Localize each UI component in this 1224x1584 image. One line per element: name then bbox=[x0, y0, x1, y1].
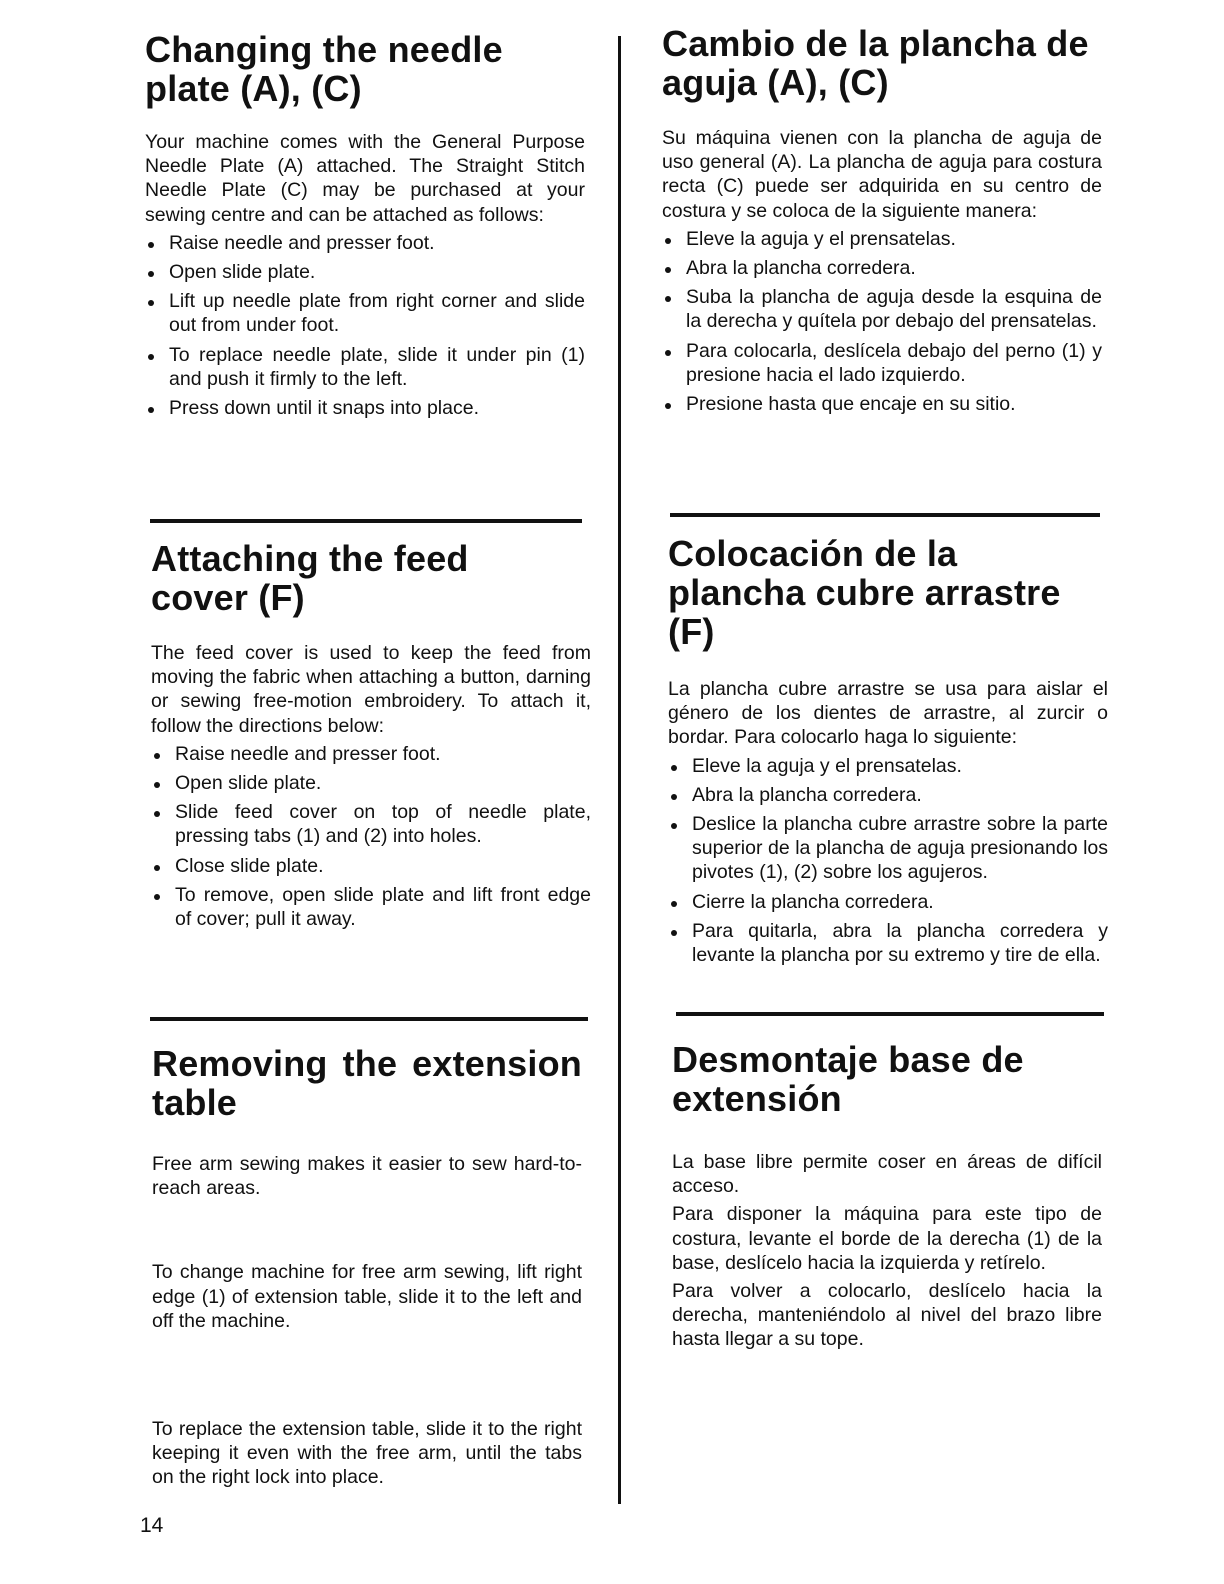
list-item: Eleve la aguja y el prensatelas. bbox=[668, 754, 1108, 778]
section-needle-plate-en bbox=[145, 30, 585, 425]
section-rule bbox=[150, 519, 582, 523]
paragraph: Free arm sewing makes it easier to sew hard-to-reach areas. bbox=[152, 1153, 582, 1200]
column-divider bbox=[618, 36, 621, 1504]
section-title: Cambio de la plancha de aguja (A), (C) bbox=[662, 23, 1089, 103]
section-intro: The feed cover is used to keep the feed from moving the fabric when attaching a button, darning or sewing free-motion embroidery. To attach it, follow the directions below: bbox=[151, 642, 591, 737]
section-title: Changing the needle plate (A), (C) bbox=[145, 29, 503, 109]
section-title: Colocación de la plancha cubre arrastre (F) bbox=[668, 533, 1061, 652]
list-item: Cierre la plancha corredera. bbox=[668, 890, 1108, 914]
section-feed-cover-es bbox=[668, 534, 1108, 972]
section-rule bbox=[676, 1012, 1104, 1016]
list-item: Para quitarla, abra la plancha corredera y levante la plancha por su extremo y tire de ella. bbox=[668, 919, 1108, 967]
section-extension-table-es bbox=[672, 1040, 1112, 1352]
list-item: Para colocarla, deslícela debajo del perno (1) y presione hacia el lado izquierdo. bbox=[662, 339, 1102, 387]
section-feed-cover-en bbox=[151, 539, 591, 936]
list-item: Raise needle and presser foot. bbox=[151, 742, 591, 766]
paragraph: Para volver a colocarlo, deslícelo hacia la derecha, manteniéndolo al nivel del brazo libre hasta llegar a su tope. bbox=[672, 1280, 1102, 1351]
list-item: Deslice la plancha cubre arrastre sobre la parte superior de la plancha de aguja presionando los pivotes (1), (2) sobre los agujeros. bbox=[668, 812, 1108, 885]
list-item: Close slide plate. bbox=[151, 854, 591, 878]
paragraph: To change machine for free arm sewing, lift right edge (1) of extension table, slide it to the left and off the machine. bbox=[152, 1261, 582, 1332]
paragraph: Para disponer la máquina para este tipo de costura, levante el borde de la derecha (1) de la base, deslícelo hacia la izquierda y retírelo. bbox=[672, 1203, 1102, 1274]
list-item: Abra la plancha corredera. bbox=[668, 783, 1108, 807]
section-intro: La plancha cubre arrastre se usa para aislar el género de los dientes de arrastre, al zurcir o bordar. Para colocarlo haga lo siguiente: bbox=[668, 678, 1108, 749]
section-extension-table-en bbox=[152, 1044, 592, 1490]
steps-list bbox=[145, 231, 585, 420]
list-item: To remove, open slide plate and lift front edge of cover; pull it away. bbox=[151, 883, 591, 931]
list-item: Raise needle and presser foot. bbox=[145, 231, 585, 255]
section-intro: Su máquina vienen con la plancha de aguja de uso general (A). La plancha de aguja para costura recta (C) puede ser adquirida en su centro de costura y se coloca de la siguiente manera: bbox=[662, 127, 1102, 222]
list-item: Open slide plate. bbox=[151, 771, 591, 795]
section-rule bbox=[150, 1017, 588, 1021]
list-item: Eleve la aguja y el prensatelas. bbox=[662, 227, 1102, 251]
section-title: Desmontaje base de extensión bbox=[672, 1039, 1024, 1119]
section-rule bbox=[670, 513, 1100, 517]
list-item: Open slide plate. bbox=[145, 260, 585, 284]
list-item: To replace needle plate, slide it under pin (1) and push it firmly to the left. bbox=[145, 343, 585, 391]
steps-list bbox=[662, 227, 1102, 416]
paragraph: To replace the extension table, slide it to the right keeping it even with the free arm, until the tabs on the right lock into place. bbox=[152, 1418, 582, 1489]
list-item: Slide feed cover on top of needle plate, pressing tabs (1) and (2) into holes. bbox=[151, 800, 591, 848]
list-item: Abra la plancha corredera. bbox=[662, 256, 1102, 280]
steps-list bbox=[668, 754, 1108, 968]
section-title: Removing the extension table bbox=[152, 1043, 582, 1123]
list-item: Lift up needle plate from right corner and slide out from under foot. bbox=[145, 289, 585, 337]
paragraph: La base libre permite coser en áreas de difícil acceso. bbox=[672, 1151, 1102, 1198]
section-intro: Your machine comes with the General Purpose Needle Plate (A) attached. The Straight Stitch Needle Plate (C) may be purchased at your sewing centre and can be attached as follows: bbox=[145, 131, 585, 226]
section-needle-plate-es bbox=[662, 24, 1102, 421]
page-number: 14 bbox=[140, 1514, 164, 1537]
steps-list bbox=[151, 742, 591, 931]
list-item: Press down until it snaps into place. bbox=[145, 396, 585, 420]
list-item: Presione hasta que encaje en su sitio. bbox=[662, 392, 1102, 416]
section-title: Attaching the feed cover (F) bbox=[151, 538, 469, 618]
list-item: Suba la plancha de aguja desde la esquina de la derecha y quítela por debajo del prensatelas. bbox=[662, 285, 1102, 333]
